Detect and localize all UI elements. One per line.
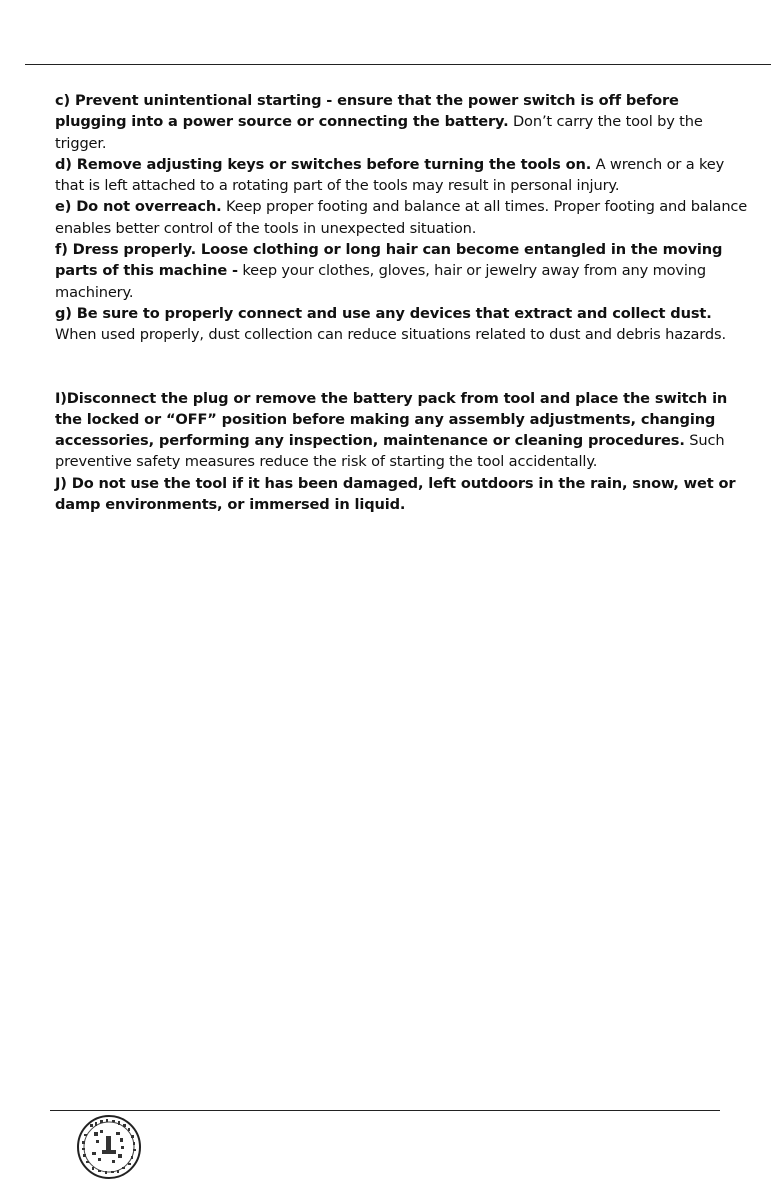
instruction-e-heading: e) Do not overreach.: [55, 198, 222, 216]
section-spacer: [55, 346, 755, 388]
instruction-f-heading: f) Dress properly. Loose clothing or long hair can become entangled in the moving parts of this machine -: [55, 241, 723, 280]
instruction-j-heading: J) Do not use the tool if it has been damaged, left outdoors in the rain, snow, wet or damp environments, or immersed in liquid.: [55, 474, 736, 514]
instruction-f-text: keep your clothes, gloves, hair or jewelry away from any moving machinery.: [55, 262, 707, 301]
instruction-d-heading: d) Remove adjusting keys or switches before turning the tools on.: [55, 155, 592, 173]
instruction-i-text: Such preventive safety measures reduce the risk of starting the tool accidentally.: [55, 432, 725, 471]
instruction-e-text: Keep proper footing and balance at all times. Proper footing and balance enables better control of the tools in unexpected situation.: [55, 198, 748, 237]
instruction-d: [55, 154, 755, 197]
instruction-i-heading: I)Disconnect the plug or remove the battery pack from tool and place the switch in the locked or “OFF” position before making any assembly adjustments, changing accessories, performing any inspection, maintenance or cleaning procedures.: [55, 389, 728, 450]
instruction-j: [55, 473, 755, 516]
instruction-f: [55, 239, 755, 303]
instruction-g-heading: g) Be sure to properly connect and use any devices that extract and collect dust.: [55, 304, 712, 322]
certification-seal-icon: [76, 1114, 142, 1180]
instruction-c-text: Don’t carry the tool by the trigger.: [55, 113, 703, 152]
instruction-c: [55, 90, 755, 154]
instruction-c-heading: c) Prevent unintentional starting - ensure that the power switch is off before plugging into a power source or connecting the battery.: [55, 92, 679, 131]
safety-instructions: [55, 90, 755, 515]
instruction-e: [55, 196, 755, 239]
instruction-d-text: A wrench or a key that is left attached to a rotating part of the tools may result in personal injury.: [55, 155, 725, 195]
header-divider: [25, 64, 771, 65]
instruction-g-text: When used properly, dust collection can reduce situations related to dust and debris hazards.: [55, 326, 726, 344]
instruction-i: [55, 388, 755, 473]
instruction-g: [55, 303, 755, 346]
footer-divider: [50, 1110, 720, 1111]
